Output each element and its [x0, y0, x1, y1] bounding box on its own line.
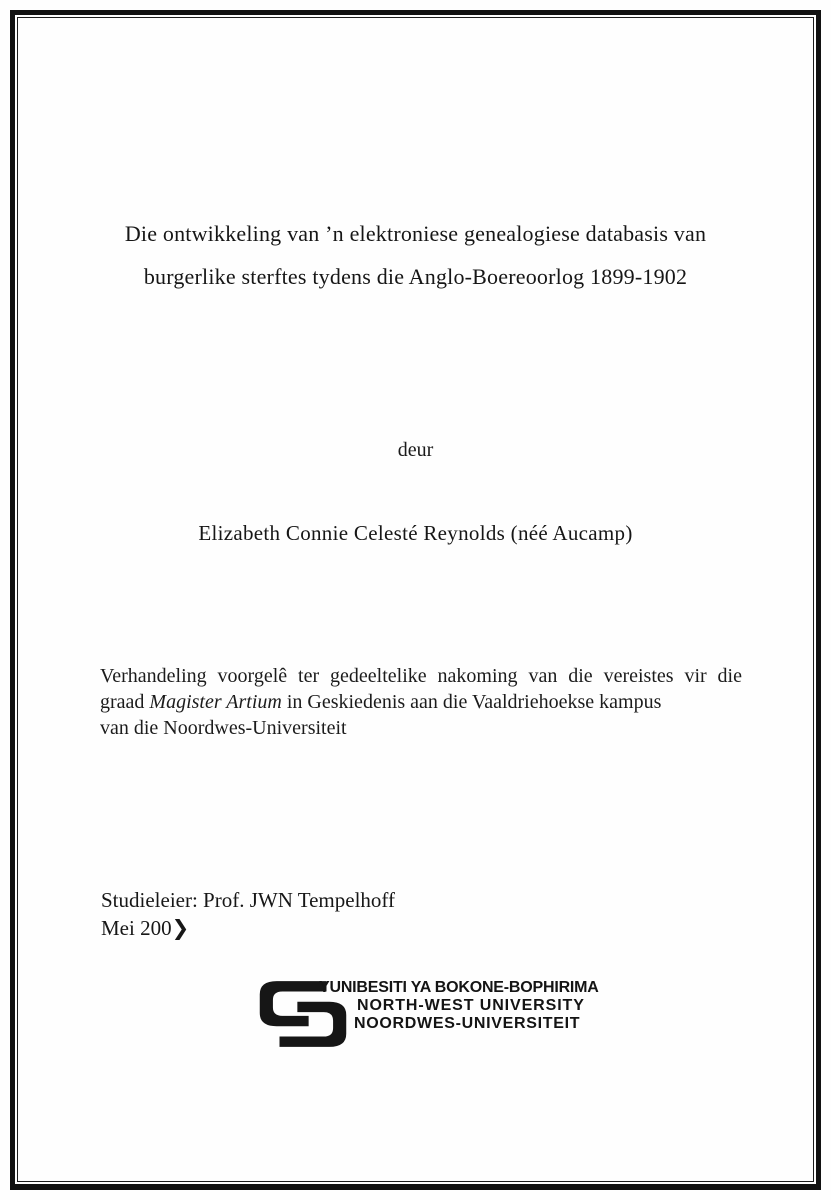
logo-text-setswana: YUNIBESITI YA BOKONE-BOPHIRIMA: [319, 979, 599, 996]
supervisor-line: Studieleier: Prof. JWN Tempelhoff: [101, 888, 396, 912]
date-line: Mei 200❯: [101, 916, 190, 940]
author-name: Elizabeth Connie Celesté Reynolds (néé Aucamp): [198, 521, 633, 545]
declaration-line2: [100, 689, 742, 715]
logo-text-afrikaans: NOORDWES-UNIVERSITEIT: [354, 1015, 581, 1032]
declaration-line3: van die Noordwes-Universiteit: [100, 717, 347, 739]
degree-name-italic: Magister Artium: [149, 691, 282, 713]
declaration-line2-prefix: graad: [100, 691, 150, 713]
thesis-title-line2: burgerlike sterftes tydens die Anglo-Boereoorlog 1899-1902: [143, 264, 688, 289]
declaration-paragraph: [100, 663, 742, 741]
byline-label: deur: [397, 439, 434, 461]
declaration-line2-suffix: in Geskiedenis aan die Vaaldriehoekse kampus: [281, 691, 662, 713]
declaration-line1: Verhandeling voorgelê ter gedeeltelike nakoming van die vereistes vir die: [100, 665, 742, 687]
thesis-title: [0, 212, 831, 298]
logo-text-english: NORTH-WEST UNIVERSITY: [357, 997, 585, 1014]
thesis-title-line1: Die ontwikkeling van ’n elektroniese genealogiese databasis van: [124, 221, 707, 246]
supervisor-block: [101, 886, 395, 942]
